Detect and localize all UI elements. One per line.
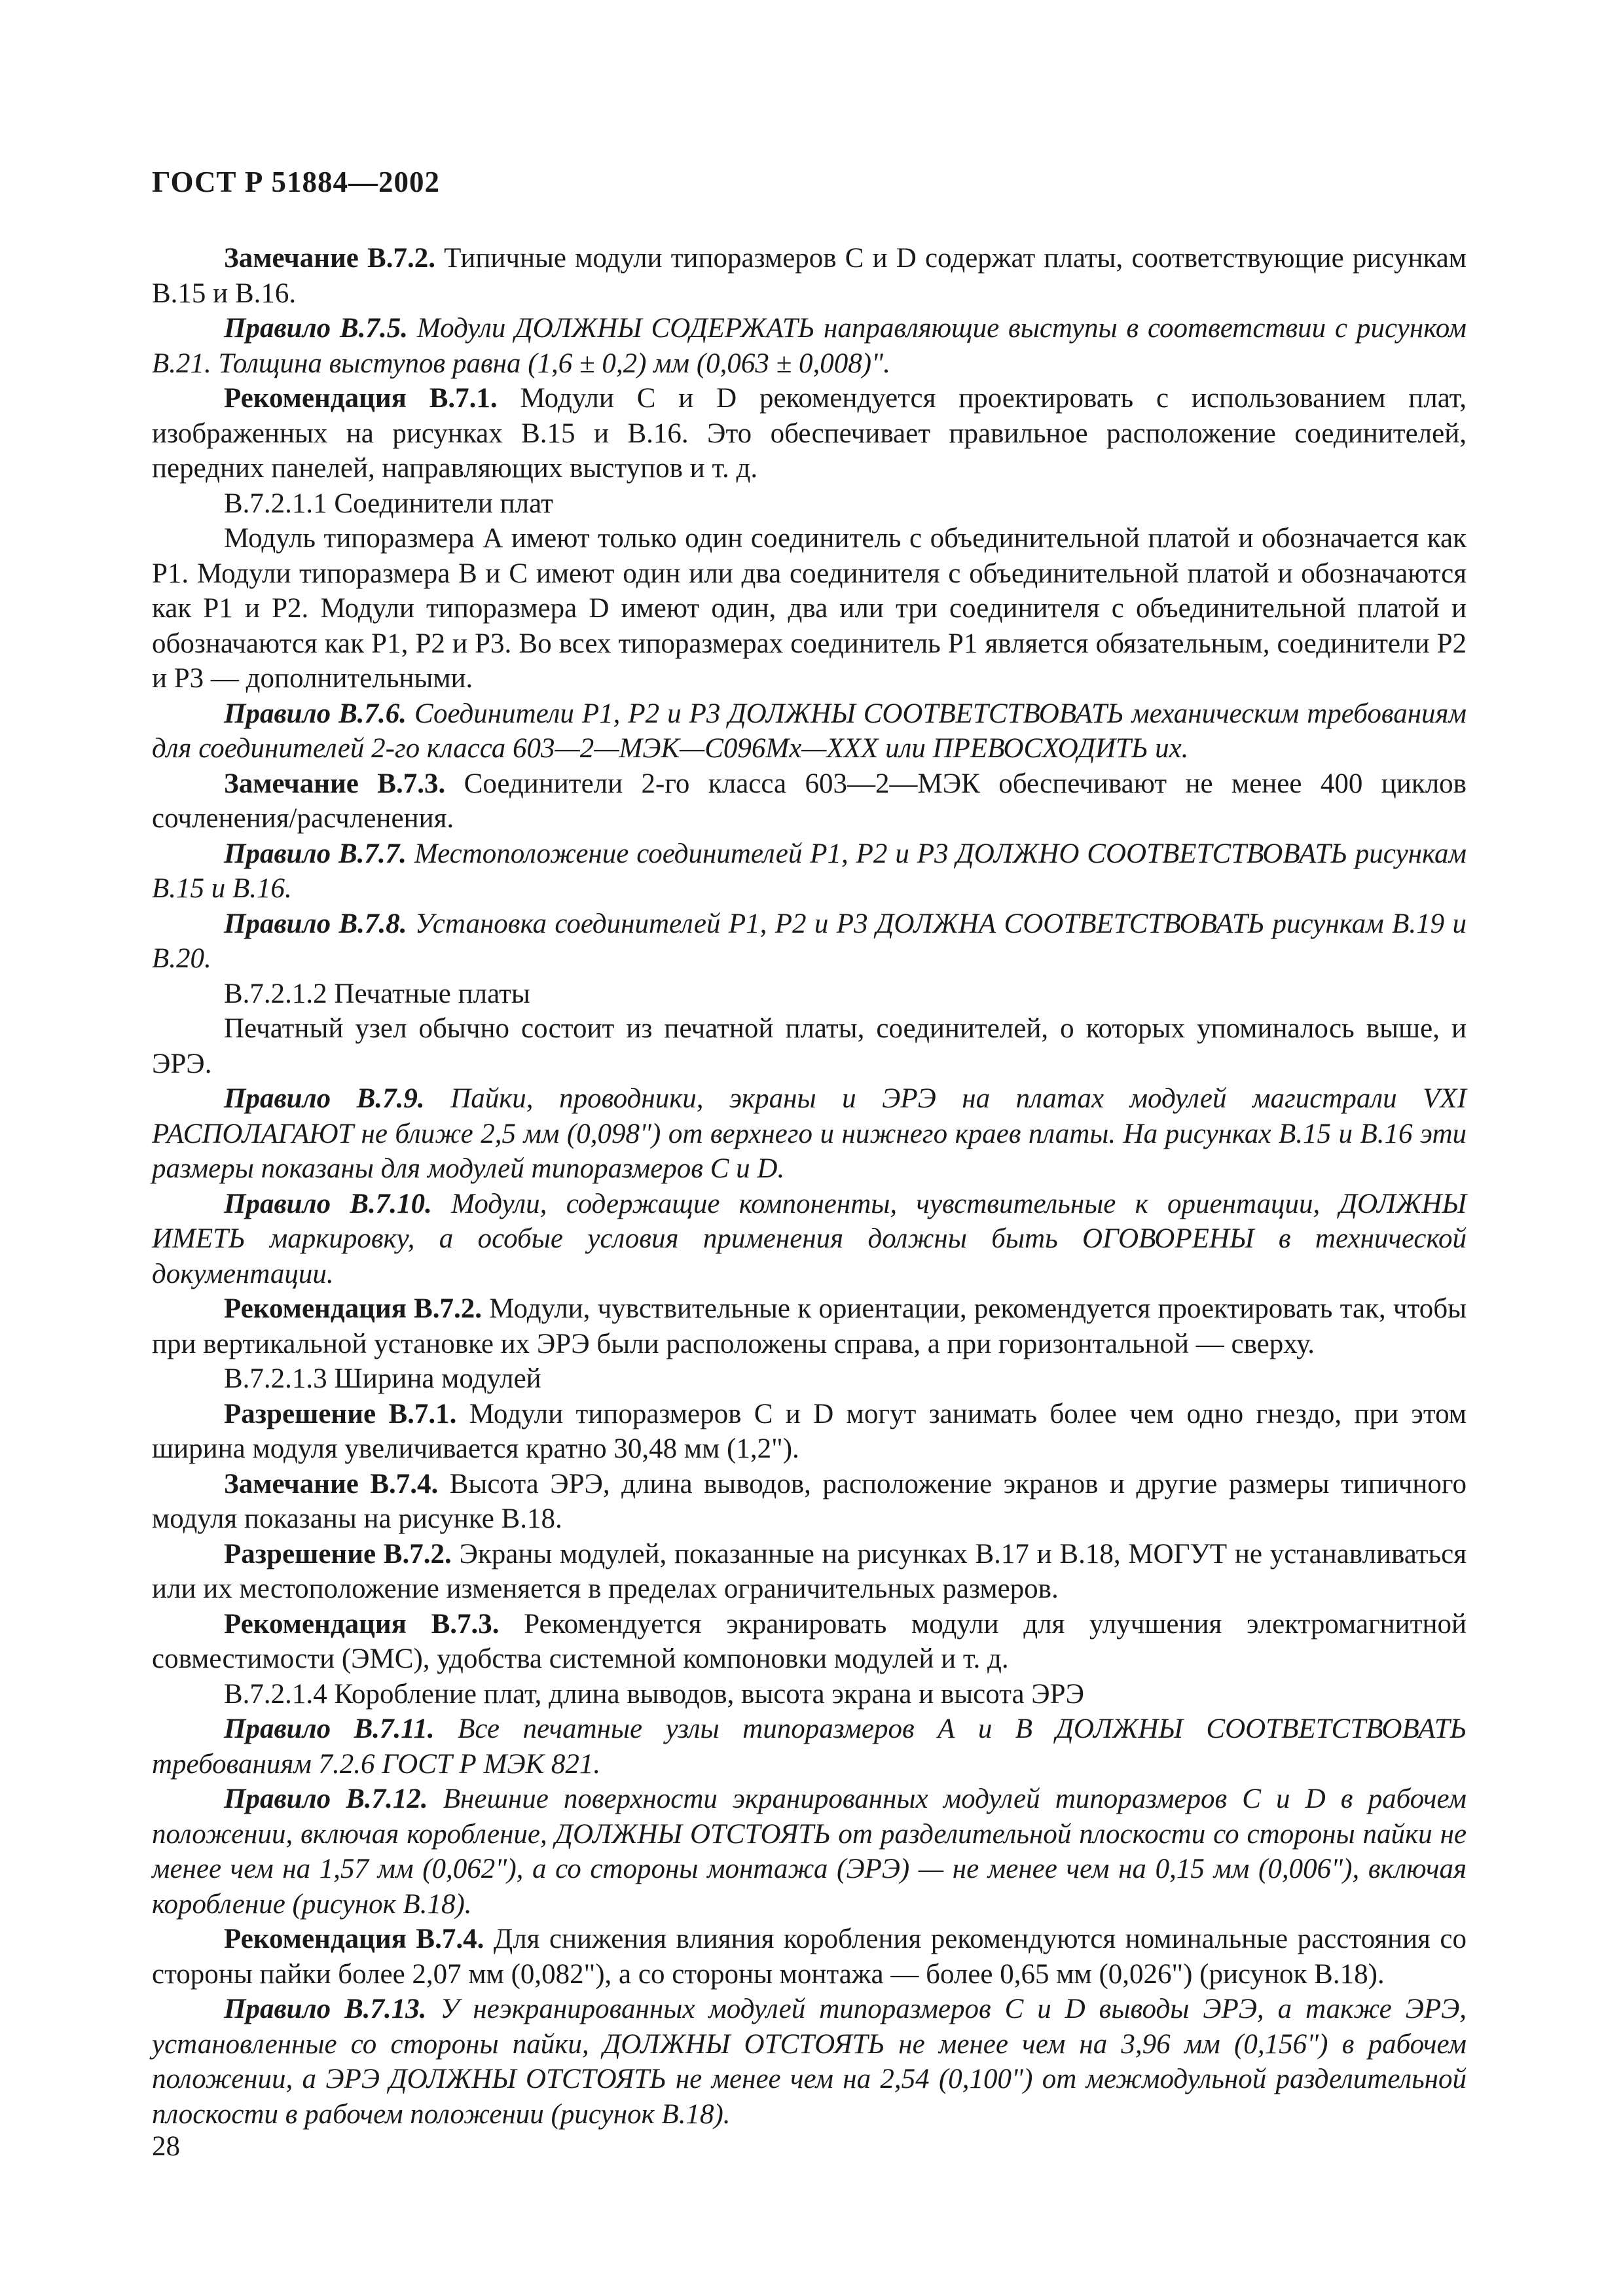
paragraph-lead: Правило В.7.7. — [224, 838, 407, 869]
paragraph-lead: Правило В.7.11. — [224, 1713, 435, 1744]
paragraph — [152, 1712, 1467, 1782]
paragraph-lead: Правило В.7.8. — [224, 908, 407, 939]
paragraph — [152, 836, 1467, 906]
paragraph — [152, 1537, 1467, 1607]
paragraph-text: В.7.2.1.1 Соединители плат — [224, 488, 553, 519]
paragraph-lead: Разрешение В.7.1. — [224, 1398, 457, 1429]
paragraph — [152, 696, 1467, 766]
paragraph-text: В.7.2.1.2 Печатные платы — [224, 978, 530, 1009]
paragraph-text: В.7.2.1.4 Коробление плат, длина выводов, высота экрана и высота ЭРЭ — [224, 1678, 1084, 1710]
document-header: ГОСТ Р 51884—2002 — [152, 166, 441, 198]
section-heading — [152, 1361, 1467, 1397]
paragraph-lead: Замечание В.7.4. — [224, 1468, 439, 1499]
paragraph-text: Модули типоразмеров С и D могут занимать более чем одно гнездо, при этом ширина модуля увеличивается кратно 30,48 мм (1,2"). — [152, 1398, 1467, 1464]
paragraph-lead: Правило В.7.10. — [224, 1188, 432, 1219]
paragraph-text: Высота ЭРЭ, длина выводов, расположение экранов и другие размеры типичного модуля показаны на рисунке В.18. — [152, 1468, 1467, 1534]
paragraph-lead: Замечание В.7.3. — [224, 768, 446, 799]
paragraph-lead: Правило В.7.6. — [224, 698, 407, 729]
paragraph — [152, 1291, 1467, 1361]
paragraph-text: Модуль типоразмера А имеют только один соединитель с объединительной платой и обозначается как Р1. Модули типоразмера В и С имеют один или два соединителя с объединительной платой и обозначаются как Р1 и Р2. Модули типоразмера D имеют один, два или три соединителя с объединительной платой и обозначаются как Р1, Р2 и Р3. Во всех типоразмерах соединитель Р1 является обязательным, соединители Р2 и Р3 — дополнительными. — [152, 523, 1467, 694]
paragraph-text: Модули, чувствительные к ориентации, рекомендуется проектировать так, чтобы при вертикальной установке их ЭРЭ были расположены справа, а при горизонтальной — сверху. — [152, 1293, 1467, 1359]
paragraph-text: Установка соединителей Р1, Р2 и Р3 ДОЛЖНА СООТВЕТСТВОВАТЬ рисункам В.19 и В.20. — [152, 908, 1467, 974]
paragraph-lead: Замечание В.7.2. — [224, 243, 435, 274]
paragraph — [152, 1187, 1467, 1292]
paragraph-text: Все печатные узлы типоразмеров А и В ДОЛЖНЫ СООТВЕТСТВОВАТЬ требованиям 7.2.6 ГОСТ Р МЭК 821. — [152, 1713, 1467, 1780]
paragraph-text: Типичные модули типоразмеров С и D содержат платы, соответствующие рисункам В.15 и В.16. — [152, 243, 1467, 309]
paragraph-text: У неэкранированных модулей типоразмеров С и D выводы ЭРЭ, а также ЭРЭ, установленные со стороны пайки, ДОЛЖНЫ ОТСТОЯТЬ не менее чем на 3,96 мм (0,156") в рабочем положении, а ЭРЭ ДОЛЖНЫ ОТСТОЯТЬ не менее чем на 2,54 (0,100") от межмодульной разделительной плоскости в рабочем положении (рисунок В.18). — [152, 1994, 1467, 2130]
paragraph-text: Внешние поверхности экранированных модулей типоразмеров С и D в рабочем положении, включая коробление, ДОЛЖНЫ ОТСТОЯТЬ от разделительной плоскости со стороны пайки не менее чем на 1,57 мм (0,062"), а со стороны монтажа (ЭРЭ) — не менее чем на 0,15 мм (0,006"), включая коробление (рисунок В.18). — [152, 1784, 1467, 1920]
paragraph — [152, 381, 1467, 486]
section-heading — [152, 1677, 1467, 1712]
paragraph — [152, 1011, 1467, 1081]
paragraph-text: Экраны модулей, показанные на рисунках В.17 и В.18, МОГУТ не устанавливаться или их местоположение изменяется в пределах ограничительных размеров. — [152, 1538, 1467, 1604]
paragraph — [152, 906, 1467, 977]
paragraph — [152, 1081, 1467, 1187]
paragraph-lead: Правило В.7.13. — [224, 1994, 427, 2024]
section-heading — [152, 977, 1467, 1012]
paragraph-text: Печатный узел обычно состоит из печатной платы, соединителей, о которых упоминалось выше, и ЭРЭ. — [152, 1013, 1467, 1079]
paragraph-text: В.7.2.1.3 Ширина модулей — [224, 1363, 541, 1394]
paragraph — [152, 1922, 1467, 1992]
paragraph-text: Рекомендуется экранировать модули для улучшения электромагнитной совместимости (ЭМС), удобства системной компоновки модулей и т. д. — [152, 1608, 1467, 1674]
paragraph — [152, 1397, 1467, 1467]
paragraph-text: Для снижения влияния коробления рекомендуются номинальные расстояния со стороны пайки более 2,07 мм (0,082"), а со стороны монтажа — более 0,65 мм (0,026") (рисунок В.18). — [152, 1924, 1467, 1990]
paragraph-text: Местоположение соединителей Р1, Р2 и Р3 ДОЛЖНО СООТВЕТСТВОВАТЬ рисункам В.15 и В.16. — [152, 838, 1467, 904]
paragraph — [152, 1467, 1467, 1537]
paragraph-text: Пайки, проводники, экраны и ЭРЭ на платах модулей магистрали VXI РАСПОЛАГАЮТ не ближе 2,5 мм (0,098") от верхнего и нижнего краев платы. На рисунках В.15 и В.16 эти размеры показаны для модулей типоразмеров С и D. — [152, 1083, 1467, 1184]
paragraph — [152, 241, 1467, 311]
paragraph-text: Соединители Р1, Р2 и Р3 ДОЛЖНЫ СООТВЕТСТВОВАТЬ механическим требованиям для соединителей 2-го класса 603—2—МЭК—С096Мх—ХХХ или ПРЕВОСХОДИТЬ их. — [152, 698, 1467, 764]
paragraph — [152, 1992, 1467, 2132]
paragraph-lead: Правило В.7.9. — [224, 1083, 425, 1114]
paragraph — [152, 311, 1467, 381]
paragraph — [152, 1607, 1467, 1677]
paragraph-text: Модули, содержащие компоненты, чувствительные к ориентации, ДОЛЖНЫ ИМЕТЬ маркировку, а особые условия применения должны быть ОГОВОРЕНЫ в технической документации. — [152, 1188, 1467, 1289]
paragraph-text: Соединители 2-го класса 603—2—МЭК обеспечивают не менее 400 циклов сочленения/расчленения. — [152, 768, 1467, 834]
paragraph-lead: Правило В.7.12. — [224, 1784, 428, 1814]
paragraph-lead: Разрешение В.7.2. — [224, 1538, 452, 1570]
page-number: 28 — [152, 2131, 180, 2162]
section-heading — [152, 486, 1467, 522]
document-body — [152, 241, 1467, 2132]
paragraph — [152, 766, 1467, 836]
paragraph-lead: Рекомендация В.7.3. — [224, 1608, 500, 1640]
paragraph — [152, 521, 1467, 696]
paragraph-lead: Рекомендация В.7.1. — [224, 383, 498, 414]
paragraph-lead: Рекомендация В.7.2. — [224, 1293, 483, 1324]
paragraph-text: Модули С и D рекомендуется проектировать с использованием плат, изображенных на рисунках В.15 и В.16. Это обеспечивает правильное расположение соединителей, передних панелей, направляющих выступов и т. д. — [152, 383, 1467, 484]
paragraph — [152, 1782, 1467, 1922]
paragraph-text: Модули ДОЛЖНЫ СОДЕРЖАТЬ направляющие выступы в соответствии с рисунком В.21. Толщина выступов равна (1,6 ± 0,2) мм (0,063 ± 0,008)". — [152, 313, 1467, 379]
paragraph-lead: Рекомендация В.7.4. — [224, 1924, 484, 1954]
paragraph-lead: Правило В.7.5. — [224, 313, 408, 344]
